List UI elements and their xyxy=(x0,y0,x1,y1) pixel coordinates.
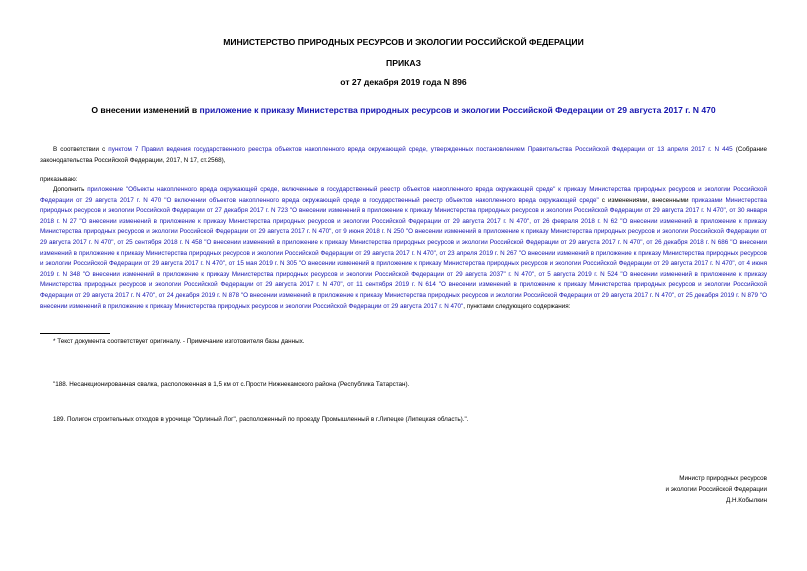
document-subject xyxy=(0,105,807,115)
paragraph-amendment xyxy=(40,185,767,312)
signature-name: Д.Н.Кобылкин xyxy=(725,497,767,504)
amendment-text-2: с изменениями, внесенными xyxy=(598,196,692,204)
item-188: "188. Несанкционированная свалка, расположенная в 1,5 км от с.Прости Нижнекамского района (Республика Татарстан). xyxy=(53,381,410,388)
paragraph-basis xyxy=(40,145,767,166)
basis-text-2: (Собрание законодательства Российской Федерации, 2017, N 17, ст.2568), xyxy=(40,146,767,164)
amendment-text-1: Дополнить xyxy=(53,186,88,193)
amendment-link-appendix[interactable]: приложение "Объекты накопленного вреда окружающей среде, включенные в государственный реестр объектов накопленного вреда окружающей среде" к приказу Министерства природных ресурсов и экологии Российской Федерации от 29 августа 2017 г. N 470 "О включении объектов накопленного вреда окружающей среде в государственный реестр объектов накопленного вреда окружающей среде" xyxy=(40,186,767,204)
signature-line-2: и экологии Российской Федерации xyxy=(665,486,767,493)
subject-link[interactable]: приложение к приказу Министерства природных ресурсов и экологии Российской Федерации от 29 августа 2017 г. N 470 xyxy=(199,105,716,115)
item-189: 189. Полигон строительных отходов в урочище "Орлиный Лог", расположенный по проезду Промышленный в г.Липецке (Липецкая область).". xyxy=(53,416,469,423)
signature-block xyxy=(567,473,767,506)
document-type: ПРИКАЗ xyxy=(386,58,421,68)
amendment-link-orders[interactable]: приказами Министерства природных ресурсов и экологии Российской Федерации от 27 декабря 2017 г. N 723 "О внесении изменений в приложение к приказу Министерства природных ресурсов и экологии Российской Федерации от 29 августа 2017 г. N 470", от 30 января 2018 г. N 27 "О внесении изменений в приложение к приказу Министерства природных ресурсов и экологии Российской Федерации от 29 августа 2017 г. N 470", от 26 февраля 2018 г. N 62 "О внесении изменений в приложение к приказу Министерства природных ресурсов и экологии Российской Федерации от 29 августа 2017 г. N 470", от 9 июня 2018 г. N 250 "О внесении изменений в приложение к приказу Министерства природных ресурсов и экологии Российской Федерации от 29 августа 2017 г. N 470", от 25 сентября 2018 г. N 458 "О внесении изменений в приложение к приказу Министерства природных ресурсов и экологии Российской Федерации от 29 августа 2017 г. N 470", от 26 декабря 2018 г. N 686 "О внесении изменений в приложение к приказу Министерства природных ресурсов и экологии Российской Федерации от 29 августа 2017 г. N 470", от 23 апреля 2019 г. N 267 "О внесении изменений в приложение к приказу Министерства природных ресурсов и экологии Российской Федерации от 29 августа 2017 г. N 470", от 15 мая 2019 г. N 305 "О внесении изменений в приложение к приказу Министерства природных ресурсов и экологии Российской Федерации от 29 августа 2017 г. N 470", от 4 июня 2019 г. N 348 "О внесении изменений в приложение к приказу Министерства природных ресурсов и экологии Российской Федерации от 29 августа 2037" г. N 470", от 5 августа 2019 г. N 524 "О внесении изменений в приложение к приказу Министерства природных ресурсов и экологии Российской Федерации от 29 августа 2017 г. N 470", от 11 сентября 2019 г. N 614 "О внесении изменений в приложение к приказу Министерства природных ресурсов и экологии Российской Федерации от 29 августа 2017 г. N 470", от 24 декабря 2019 г. N 878 "О внесении изменений в приложение к приказу Министерства природных ресурсов и экологии Российской Федерации от 29 августа 2017 г. N 470", от 25 декабря 2019 г. N 879 "О внесении изменений в приложение к приказу Министерства природных ресурсов и экологии Российской Федерации от 29 августа 2017 г. N 470" xyxy=(40,196,768,310)
footnote-divider xyxy=(40,333,110,334)
basis-text-1: В соответствии с xyxy=(53,146,109,153)
ministry-title: МИНИСТЕРСТВО ПРИРОДНЫХ РЕСУРСОВ И ЭКОЛОГИИ РОССИЙСКОЙ ФЕДЕРАЦИИ xyxy=(223,37,584,47)
document-date-number: от 27 декабря 2019 года N 896 xyxy=(340,77,467,87)
amendment-text-3: , пунктами следующего содержания: xyxy=(463,302,571,310)
paragraph-order: приказываю: xyxy=(40,176,78,183)
subject-prefix: О внесении изменений в xyxy=(91,105,200,115)
signature-line-1: Министр природных ресурсов xyxy=(679,475,767,482)
footnote: * Текст документа соответствует оригиналу. - Примечание изготовителя базы данных. xyxy=(53,338,305,345)
basis-link[interactable]: пунктом 7 Правил ведения государственного реестра объектов накопленного вреда окружающей среде, утвержденных постановлением Правительства Российской Федерации от 13 апреля 2017 г. N 445 xyxy=(108,146,733,153)
